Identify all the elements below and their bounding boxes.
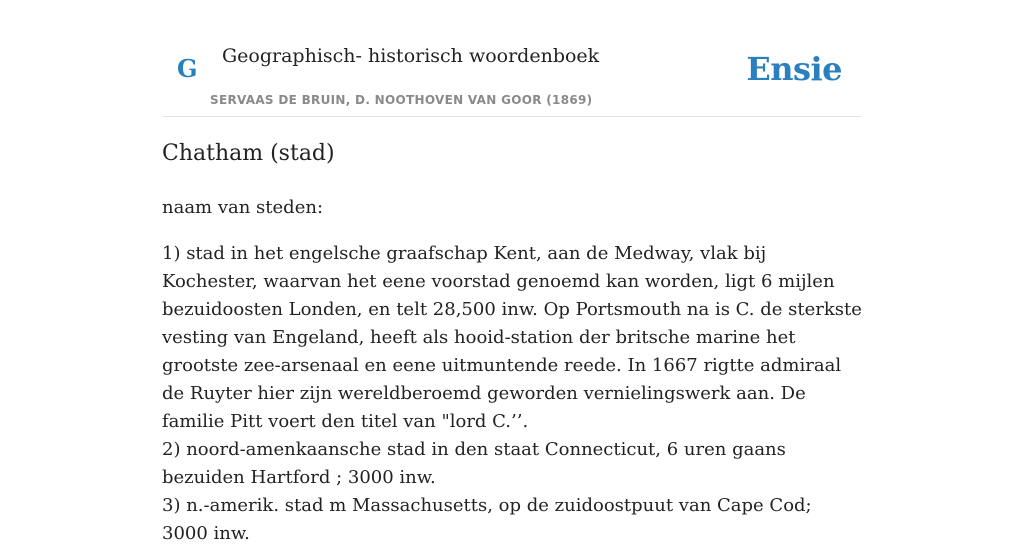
article-entry-1: 1) stad in het engelsche graafschap Kent, aan de Medway, vlak bij Kochester, waarvan het eene voorstad genoemd kan worden, ligt 6 mijlen bezuidoosten Londen, en telt 28,500 inw. Op Portsmouth na is C. de sterkste vesting van Engeland, heeft als hooid-station der britsche marine het grootste zee-arsenaal en eene uitmuntende reede. In 1667 rigtte admiraal de Ruyter hier zijn wereldberoemd geworden vernielingswerk aan. De familie Pitt voert den titel van "lord C.’’. <box>162 243 862 432</box>
book-author: SERVAAS DE BRUIN, D. NOOTHOVEN VAN GOOR (1869) <box>210 93 593 107</box>
site-header <box>162 0 862 117</box>
article-entry-3: 3) n.-amerik. stad m Massachusetts, op de zuidoostpuut van Cape Cod; 3000 inw. <box>162 495 812 544</box>
page-title: Chatham (stad) <box>162 141 335 166</box>
book-letter-logo[interactable]: G <box>177 54 198 83</box>
article <box>162 138 862 548</box>
article-entry-2: 2) noord-amenkaansche stad in den staat Connecticut, 6 uren gaans bezuiden Hartford ; 3000 inw. <box>162 439 786 488</box>
book-title-link[interactable]: Geographisch- historisch woordenboek <box>222 45 600 67</box>
article-intro: naam van steden: <box>162 197 324 218</box>
ensie-logo[interactable]: Ensie <box>746 50 842 88</box>
article-body <box>162 240 862 548</box>
